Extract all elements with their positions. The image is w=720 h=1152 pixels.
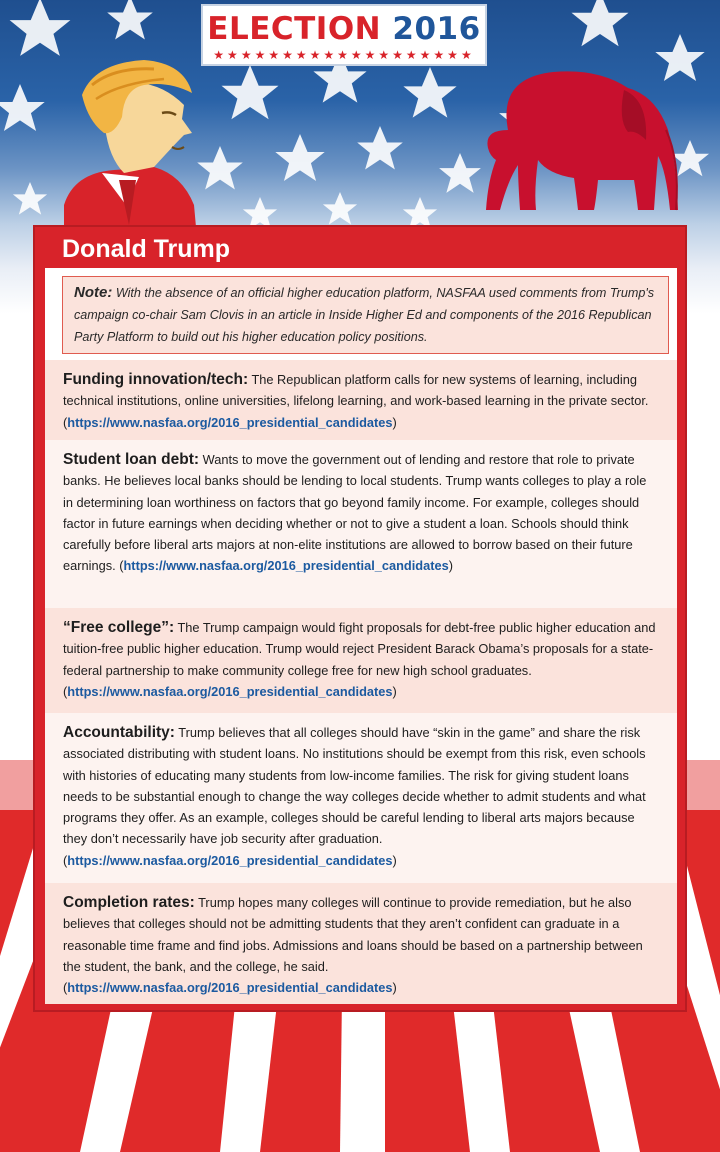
section-text: Trump hopes many colleges will continue to provide remediation, but he also believes that colleges should not be admitting students that they aren’t confident can graduate in a reasonable time frame and find jobs. Admissions and loans should be based on a partnership between the student, the bank, and the college, he said.	[63, 895, 643, 974]
section-label: “Free college”:	[63, 619, 175, 636]
section-link[interactable]: https://www.nasfaa.org/2016_presidential_candidates	[67, 980, 393, 996]
note-label: Note:	[74, 284, 113, 301]
section-student-loan-debt: Student loan debt: Wants to move the government out of lending and restore that role to private banks. He believes local banks should be lending to local students. Trump wants colleges to play a role in determining loan worthiness on factors that go beyond family income. For example, colleges should factor in future earnings when deciding whether or not to give a student a loan. Schools should think carefully before liberal arts majors at non-elite institutions are allowed to borrow based on their future earnings. (https://www.nasfaa.org/2016_presidential_candidates)	[45, 440, 677, 608]
section-label: Completion rates:	[63, 894, 195, 911]
section-free-college: “Free college”: The Trump campaign would fight proposals for debt-free public higher education and tuition-free public higher education. Trump would reject President Barack Obama’s proposals for a state-federal partnership to make community college free for new high school graduates. (https://www.nasfaa.org/2016_presidential_candidates)	[45, 608, 677, 713]
candidate-card	[33, 225, 687, 1012]
note-text: With the absence of an official higher education platform, NASFAA used comments from Trump's campaign co-chair Sam Clovis in an article in Inside Higher Ed and components of the 2016 Republican Party Platform to build out his higher education policy positions.	[74, 286, 655, 344]
section-funding-innovation: Funding innovation/tech: The Republican platform calls for new systems of learning, including technical institutions, online universities, lifelong learning, and work-based learning in the private sector. (https://www.nasfaa.org/2016_presidential_candidates)	[45, 360, 677, 440]
banner-year: 2016	[392, 11, 481, 47]
trump-portrait-illustration	[44, 55, 204, 227]
banner-word: ELECTION	[207, 11, 382, 47]
note-box	[62, 276, 669, 354]
section-label: Student loan debt:	[63, 451, 200, 468]
section-text: Trump believes that all colleges should have “skin in the game” and share the risk associated distributing with student loans. No institutions should be exempt from this risk, even schools with histories of educating many students from low-income families. The risk for giving student loans needs to be substantial enough to change the way colleges decide whether to admit students and what programs they offer. As an example, colleges should be careful lending to liberal arts majors because they don’t necessarily have job security after graduation.	[63, 725, 646, 847]
section-completion-rates: Completion rates: Trump hopes many colleges will continue to provide remediation, but he also believes that colleges should not be admitting students that they aren’t confident can graduate in a reasonable time frame and find jobs. Admissions and loans should be based on a partnership between the student, the bank, and the college, he said. (https://www.nasfaa.org/2016_presidential_candidates)	[45, 883, 677, 1004]
section-label: Accountability:	[63, 724, 175, 741]
section-link[interactable]: https://www.nasfaa.org/2016_presidential_candidates	[67, 683, 393, 699]
banner-stars-row: ★★★★★★★★★★★★★★★★★★★	[213, 48, 475, 62]
section-text: The Trump campaign would fight proposals for debt-free public higher education and tuition-free public higher education. Trump would reject President Barack Obama’s proposals for a state-federal partnership to make community college free for new high school graduates.	[63, 620, 656, 678]
card-content	[45, 268, 677, 1004]
section-text: The Republican platform calls for new systems of learning, including technical institutions, online universities, lifelong learning, and work-based learning in the private sector.	[63, 372, 649, 409]
section-link[interactable]: https://www.nasfaa.org/2016_presidential_candidates	[67, 414, 393, 430]
section-link[interactable]: https://www.nasfaa.org/2016_presidential_candidates	[123, 558, 449, 574]
election-banner	[201, 4, 487, 66]
section-text: Wants to move the government out of lending and restore that role to private banks. He believes local banks should be lending to local students. Trump wants colleges to play a role in determining loan worthiness on factors that go beyond family income. For example, colleges should factor in future earnings when deciding whether or not to give a student a loan. Schools should think carefully before liberal arts majors at non-elite institutions are allowed to borrow based on their future earnings.	[63, 452, 647, 574]
banner-title	[203, 12, 485, 46]
candidate-name: Donald Trump	[62, 235, 231, 263]
section-accountability: Accountability: Trump believes that all colleges should have “skin in the game” and share the risk associated distributing with student loans. No institutions should be exempt from this risk, even schools with histories of educating many students from low-income families. The risk for giving student loans needs to be substantial enough to change the way colleges decide whether to admit students and what programs they offer. As an example, colleges should be careful lending to liberal arts majors because they don’t necessarily have job security after graduation. (https://www.nasfaa.org/2016_presidential_candidates)	[45, 713, 677, 883]
elephant-illustration	[478, 60, 683, 238]
section-link[interactable]: https://www.nasfaa.org/2016_presidential_candidates	[67, 852, 393, 868]
section-label: Funding innovation/tech:	[63, 371, 249, 388]
